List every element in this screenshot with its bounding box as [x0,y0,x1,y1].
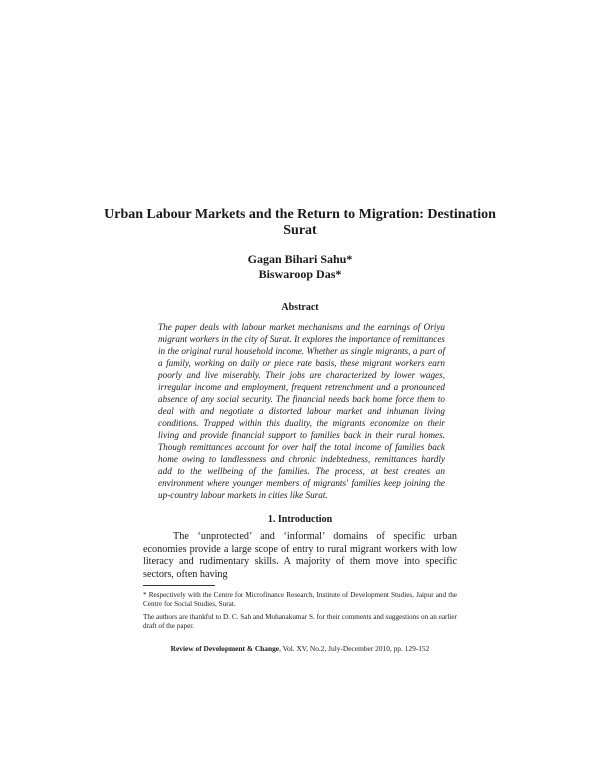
footnote: * Respectively with the Centre for Microfinance Research, Institute of Development Studies, Jaipur and the Centre for Social Studies, Surat. [143,591,457,609]
citation-details: , Vol. XV, No.2, July-December 2010, pp. 129-152 [279,644,430,653]
author-name: Biswaroop Das* [258,266,342,281]
author-name: Gagan Bihari Sahu* [247,252,353,266]
footnote: The authors are thankful to D. C. Sah and Mohanakumar S. for their comments and suggestions on an earlier draft of the paper. [143,612,457,631]
introduction-paragraph: The ‘unprotected’ and ‘informal’ domains of specific urban economies provide a large scope of entry to rural migrant workers with low literacy and rudimentary skills. A majority of them move into specific sectors, often having [143,531,457,580]
paper-title: Urban Labour Markets and the Return to Migration: Destination Surat [104,207,496,238]
journal-name: Review of Development & Change [170,644,280,653]
footnotes [143,591,457,635]
journal-citation [100,644,500,653]
footnote-divider [143,585,215,586]
abstract-text: The paper deals with labour market mechanisms and the earnings of Oriya migrant workers in the city of Surat. It explores the importance of remittances in the original rural household income. Whether as single migrants, a part of a family, working on daily or piece rate basis, these migrant workers earn poorly and live miserably. Their jobs are characterized by lower wages, irregular income and employment, frequent retrenchment and a pronounced absence of any social security. The financial needs back home force them to deal with and negotiate a distorted labour market and inhuman living conditions. Trapped within this duality, the migrants economize on their living and provide financial support to families back in their rural homes. Though remittances account for over half the total income of families back home owing to landlessness and chronic indebtedness, remittances hardly add to the wellbeing of the families. The process, at best creates an environment where younger members of migrants' families keep joining the up-country labour markets in cities like Surat. [158,322,445,500]
section-heading: 1. Introduction [267,514,333,525]
introduction-body [143,531,457,581]
author-list [150,252,450,281]
abstract-heading: Abstract [281,302,319,313]
